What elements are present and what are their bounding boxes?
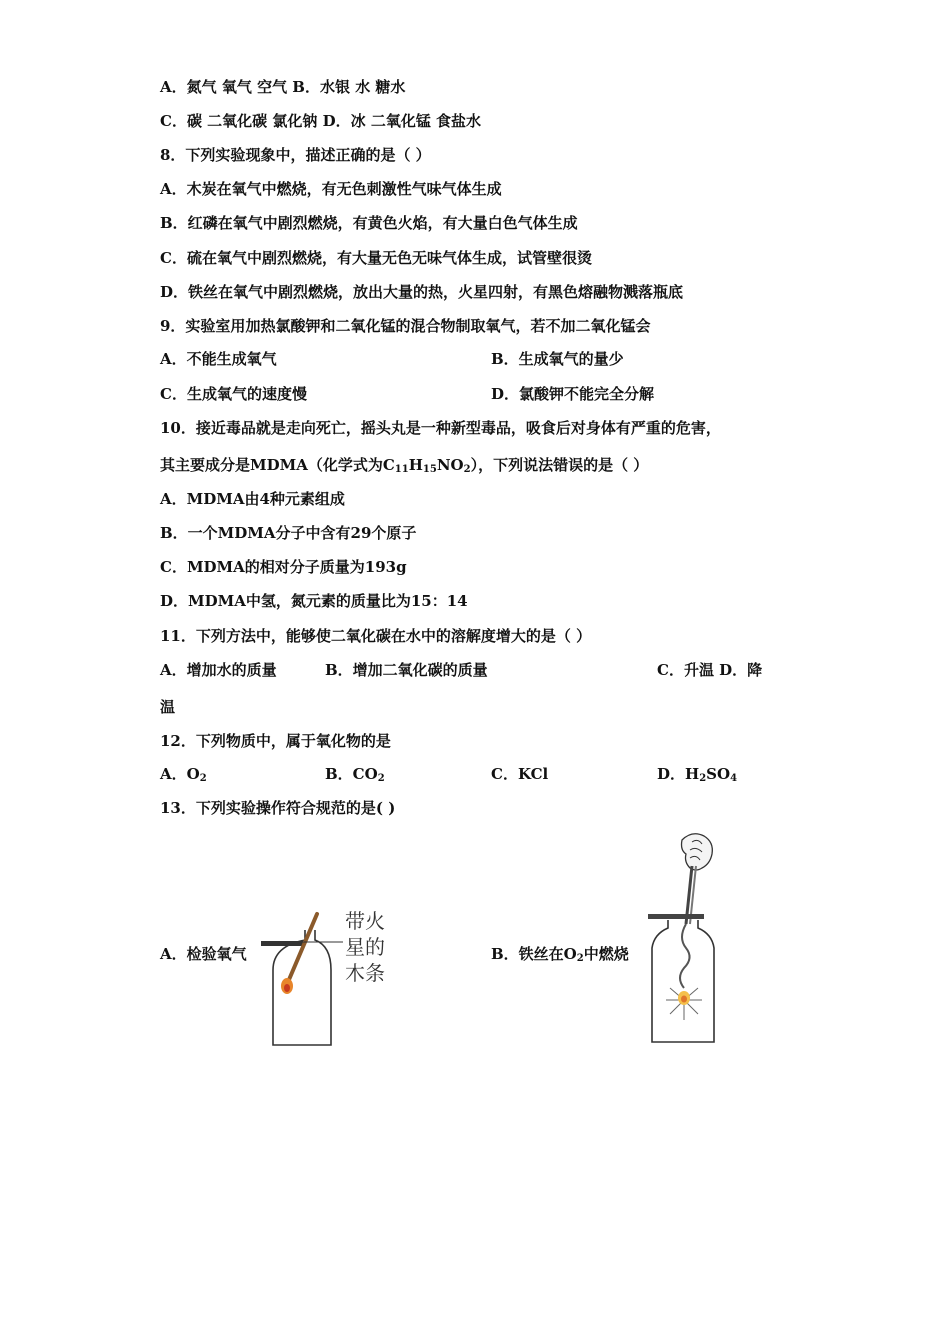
q10-option-c: C．MDMA的相对分子质量为193g [160,558,407,576]
q8-option-a: A．木炭在氧气中燃烧，有无色刺激性气味气体生成 [160,180,502,198]
q9-stem: 9．实验室用加热氯酸钾和二氧化锰的混合物制取氧气，若不加二氧化锰会 [160,317,651,335]
q13-option-b-text: 中燃烧 [583,945,629,963]
q11-option-b: B．增加二氧化碳的质量 [325,661,488,679]
q9-option-d: D．氯酸钾不能完全分解 [491,385,655,403]
flame-core [681,996,687,1003]
iron-wire [680,924,690,988]
q13-option-b [491,944,629,964]
q7-options-ab: A．氮气 氧气 空气 B．水银 水 糖水 [160,78,406,96]
q9-option-c: C．生成氧气的速度慢 [160,385,307,403]
q10-stem-line2 [160,455,648,475]
q12-option-d-text: SO [706,765,731,783]
glass-plate [261,941,303,946]
q9-option-a: A．不能生成氧气 [160,350,277,368]
glowing-core [284,984,290,992]
q13-option-a: A．检验氧气 [160,945,247,963]
q10-option-b: B．一个MDMA分子中含有29个原子 [160,524,417,542]
q11-option-a: A．增加水的质量 [160,661,277,679]
q12-stem: 12．下列物质中，属于氧化物的是 [160,732,391,750]
q12-option-b-text: B．CO [325,765,378,783]
glass-plate [648,914,704,919]
figure-label-line3: 木条 [345,961,385,985]
q12-option-c: C．KCl [491,765,549,783]
q10-stem-text: ），下列说法错误的是（ ） [470,456,649,474]
q8-option-c: C．硫在氧气中剧烈燃烧，有大量无色无味气体生成，试管壁很烫 [160,249,592,267]
q12-subscript: 4 [730,773,738,784]
q10-option-a: A．MDMA由4种元素组成 [160,490,345,508]
q11-option-d-wrap: 温 [160,698,176,716]
q10-subscript: 11 [394,464,409,475]
q10-subscript: 15 [422,464,437,475]
q10-subscript: 2 [463,464,471,475]
q12-option-d-text: D．H [657,765,700,783]
q13-option-b-text: B．铁丝在O [491,945,577,963]
hand-icon [682,834,713,870]
q8-stem: 8．下列实验现象中，描述正确的是（ ） [160,146,431,164]
q7-options-cd: C．碳 二氧化碳 氯化钠 D．冰 二氧化锰 食盐水 [160,112,482,130]
wooden-splint [288,914,317,982]
q9-option-b: B．生成氧气的量少 [491,350,624,368]
q8-option-b: B．红磷在氧气中剧烈燃烧，有黄色火焰，有大量白色气体生成 [160,214,578,232]
q12-option-a-text: A．O [160,765,200,783]
iron-wire-burning-figure [640,828,740,1050]
q12-option-d [657,764,737,784]
q10-formula-part: H [408,456,423,474]
q11-stem: 11．下列方法中，能够使二氧化碳在水中的溶解度增大的是（ ） [160,627,592,645]
q11-option-cd: C．升温 D．降 [657,661,763,679]
q13-stem: 13．下列实验操作符合规范的是( ) [160,799,396,817]
q10-stem-text: 其主要成分是MDMA（化学式为C [160,456,395,474]
q12-option-a [160,764,207,784]
figure-label-line2: 星的 [345,935,385,959]
q12-subscript: 2 [377,773,385,784]
q12-option-b [325,764,385,784]
q10-stem-line1: 10．接近毒品就是走向死亡，摇头丸是一种新型毒品，吸食后对身体有严重的危害， [160,419,721,437]
q10-option-d: D．MDMA中氢，氮元素的质量比为15：14 [160,592,468,610]
q12-subscript: 2 [199,773,207,784]
q12-subscript: 2 [699,773,707,784]
q10-formula-part: NO [436,456,464,474]
q8-option-d: D．铁丝在氧气中剧烈燃烧，放出大量的热，火星四射，有黑色熔融物溅落瓶底 [160,283,684,301]
q13-subscript: 2 [576,953,584,964]
oxygen-test-figure [255,900,405,1050]
figure-label-line1: 带火 [345,909,385,933]
